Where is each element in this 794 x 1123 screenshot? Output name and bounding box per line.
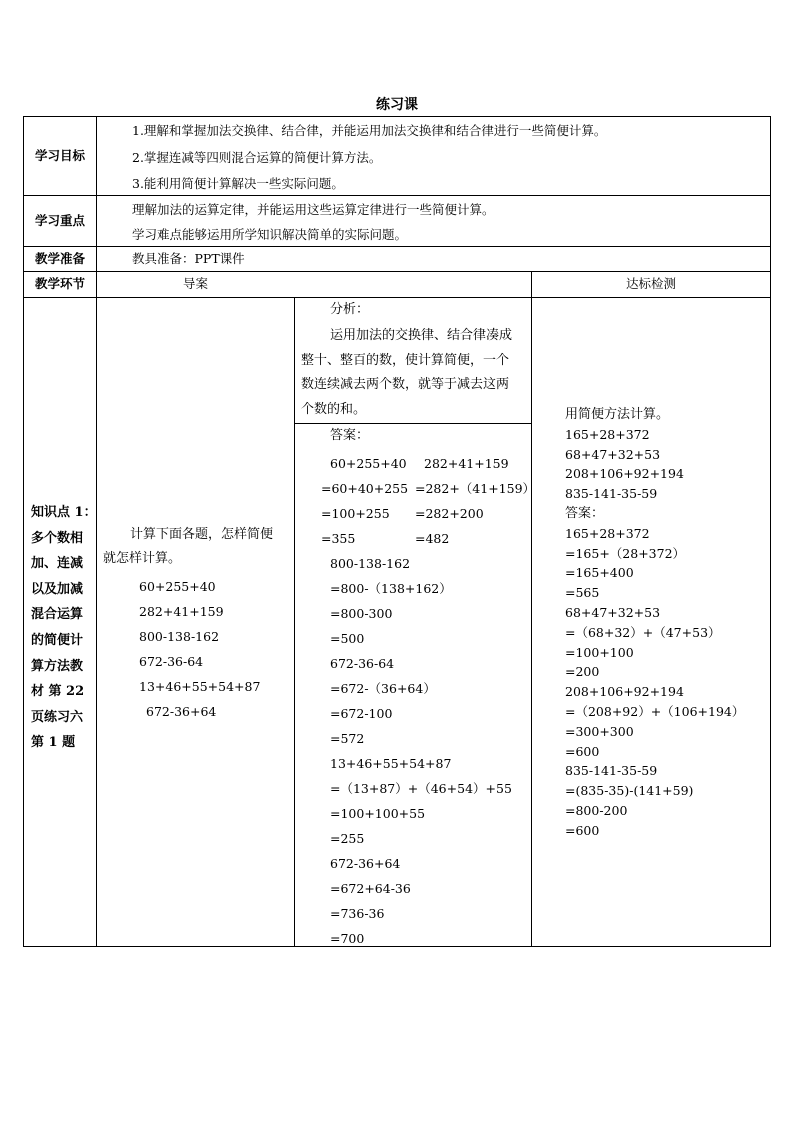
answer-line: =672-（36+64） [330,681,436,696]
check-line: =565 [565,585,600,601]
answer-line: 13+46+55+54+87 [330,756,452,771]
knowledge-point [31,500,97,756]
check-line: 68+47+32+53 [565,446,661,462]
check-line: =（68+32）+（47+53） [565,624,721,640]
row-divider [23,271,771,272]
task-problems [139,574,260,724]
knowledge-line: 加、连减 [31,556,84,572]
row-divider [23,297,771,298]
answer-line: =（13+87）+（46+54）+55 [330,781,512,796]
answer-line: =736-36 [330,906,385,921]
analysis-heading: 分析： [330,302,370,317]
answer-line: =482 [415,531,450,546]
answer-line: =700 [330,931,365,946]
analysis-text [301,324,512,422]
check-line: =（208+92）+（106+194） [565,703,745,719]
answer-line: =355 [321,531,356,546]
answer-line: =255 [330,831,365,846]
answer-pair-right [415,451,535,551]
col-divider [294,297,295,947]
answer-line: =800-300 [330,606,393,621]
answer-line: =100+255 [321,506,390,521]
answer-line: 800-138-162 [330,556,411,571]
check-header: 达标检测 [625,276,676,291]
check-line: 答案： [565,505,605,521]
check-line: =100+100 [565,644,634,660]
section-header: 教学环节 [34,276,85,291]
objective-item: 2.掌握连减等四则混合运算的简便计算方法。 [132,150,382,165]
keypoints-label: 学习重点 [34,213,85,228]
page-title: 练习课 [376,97,418,113]
row-divider [23,246,771,247]
prep-text: 教具准备：PPT课件 [132,251,245,266]
knowledge-line: 以及加减 [31,581,84,597]
problem-item: 13+46+55+54+87 [139,679,261,694]
answer-line: =100+100+55 [330,806,426,821]
check-line: 208+106+92+194 [565,466,684,482]
keypoint-item: 理解加法的运算定律，并能运用这些运算定律进行一些简便计算。 [132,202,495,217]
check-line: =(835-35)-(141+59) [565,783,694,799]
answer-line: =800-（138+162） [330,581,452,596]
problem-item: 672-36-64 [139,654,204,669]
analysis-line: 整十、整百的数，使计算简便，一个 [301,352,510,368]
check-content [565,405,744,841]
knowledge-line: 混合运算 [31,607,84,623]
col-divider [531,271,532,947]
check-line: 用简便方法计算。 [565,407,670,422]
check-line: 165+28+372 [565,525,650,541]
check-line: =800-200 [565,802,628,818]
answer-line: 282+41+159 [424,456,509,471]
objectives-label: 学习目标 [34,148,85,163]
knowledge-line: 算方法教 [31,658,84,674]
problem-item: 800-138-162 [139,629,220,644]
prep-label: 教学准备 [34,251,85,266]
check-line: 208+106+92+194 [565,684,684,700]
check-line: 165+28+372 [565,426,650,442]
knowledge-line: 的简便计 [31,632,84,648]
analysis-line: 数连续减去两个数，就等于减去这两 [301,377,510,392]
answer-heading: 答案： [330,428,370,443]
objective-item: 1.理解和掌握加法交换律、结合律，并能运用加法交换律和结合律进行一些简便计算。 [132,123,607,138]
answer-pair-left [321,451,409,551]
check-line: =300+300 [565,723,634,739]
problem-item: 672-36+64 [146,704,217,719]
answer-line: =572 [330,731,365,746]
answer-line: =60+40+255 [321,481,409,496]
objective-item: 3.能利用简便计算解决一些实际问题。 [132,176,344,191]
answer-line: =282+（41+159） [415,481,536,496]
task-intro: 计算下面各题，怎样简便 [130,527,274,542]
table-border-right [770,116,771,947]
check-line: =165+400 [565,565,634,581]
keypoint-item: 学习难点能够运用所学知识解决简单的实际问题。 [132,227,408,242]
answer-line: =672-100 [330,706,393,721]
knowledge-line: 页练习六 [31,709,84,725]
knowledge-line: 材 第 22 [31,684,85,700]
check-line: =165+（28+372） [565,545,686,561]
knowledge-line: 第 1 题 [31,735,76,751]
answer-rest [330,551,512,951]
problem-item: 282+41+159 [139,604,224,619]
answer-line: 672-36+64 [330,856,401,871]
guide-header: 导案 [182,276,208,291]
analysis-answer-divider [295,423,531,424]
table-border-top [23,116,771,117]
task-intro: 就怎样计算。 [103,551,182,566]
analysis-line: 运用加法的交换律、结合律凑成 [330,328,513,343]
answer-line: =672+64-36 [330,881,411,896]
analysis-line: 个数的和。 [301,401,367,417]
check-line: 835-141-35-59 [565,763,658,779]
check-line: 835-141-35-59 [565,486,658,502]
check-line: 68+47+32+53 [565,604,661,620]
check-line: =600 [565,822,600,838]
answer-line: =282+200 [415,506,484,521]
check-line: =600 [565,743,600,759]
answer-line: 60+255+40 [330,456,407,471]
answer-line: 672-36-64 [330,656,395,671]
problem-item: 60+255+40 [139,579,216,594]
answer-line: =500 [330,631,365,646]
knowledge-line: 多个数相 [31,530,84,546]
table-border-left [23,116,24,947]
knowledge-line: 知识点 1： [31,505,97,520]
row-divider [23,195,771,196]
check-line: =200 [565,664,600,680]
